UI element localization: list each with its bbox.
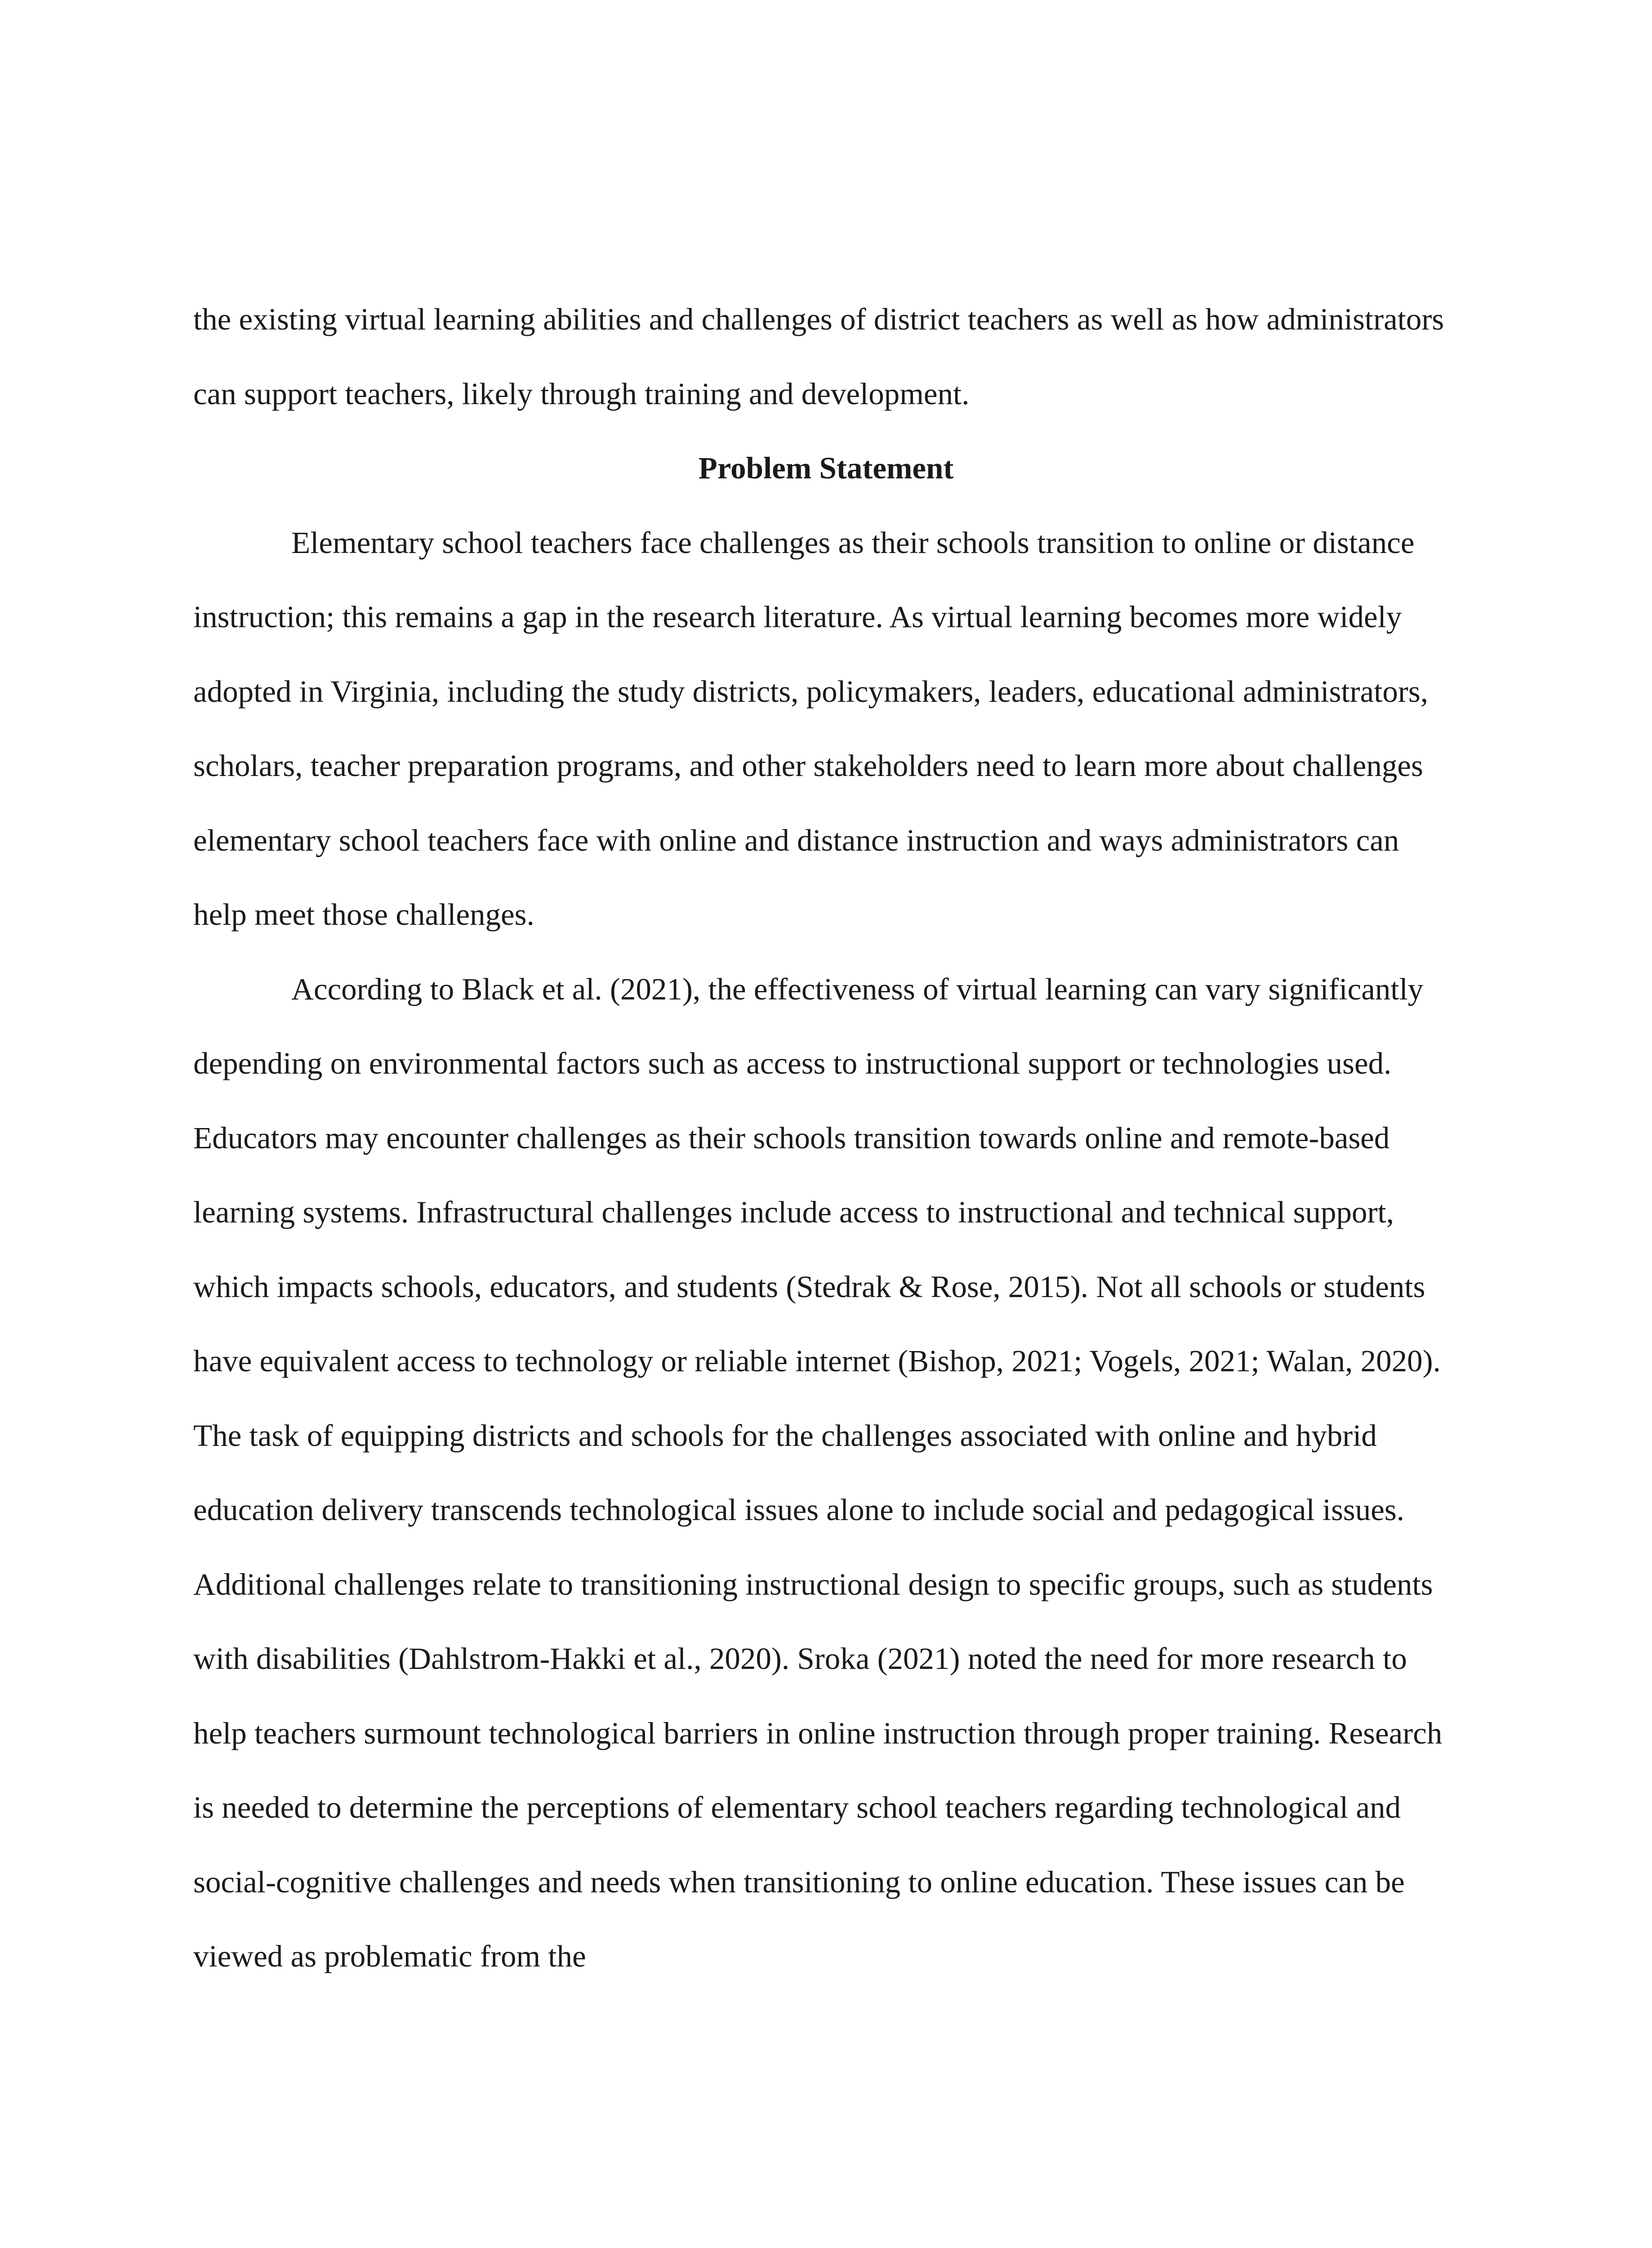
- body-text: [193, 282, 1459, 1994]
- paragraph-problem-statement: Elementary school teachers face challenges as their schools transition to online or distance instruction; this remains a gap in the research literature. As virtual learning becomes more widely adopted in Virginia, including the study districts, policymakers, leaders, educational administrators, scholars, teacher preparation programs, and other stakeholders need to learn more about challenges elementary school teachers face with online and distance instruction and ways administrators can help meet those challenges.: [193, 525, 1428, 932]
- section-heading: Problem Statement: [698, 451, 954, 485]
- continuation-paragraph: the existing virtual learning abilities and challenges of district teachers as well as how administrators can support teachers, likely through training and development.: [193, 302, 1444, 411]
- paragraph-black-et-al: According to Black et al. (2021), the effectiveness of virtual learning can vary significantly depending on environmental factors such as access to instructional support or technologies used. Educators may encounter challenges as their schools transition towards online and remote-based learning systems. Infrastructural challenges include access to instructional and technical support, which impacts schools, educators, and students (Stedrak & Rose, 2015). Not all schools or students have equivalent access to technology or reliable internet (Bishop, 2021; Vogels, 2021; Walan, 2020). The task of equipping districts and schools for the challenges associated with online and hybrid education delivery transcends technological issues alone to include social and pedagogical issues. Additional challenges relate to transitioning instructional design to specific groups, such as students with disabilities (Dahlstrom-Hakki et al., 2020). Sroka (2021) noted the need for more research to help teachers surmount technological barriers in online instruction through proper training. Research is needed to determine the perceptions of elementary school teachers regarding technological and social-cognitive challenges and needs when transitioning to online education. These issues can be viewed as problematic from the: [193, 972, 1443, 1973]
